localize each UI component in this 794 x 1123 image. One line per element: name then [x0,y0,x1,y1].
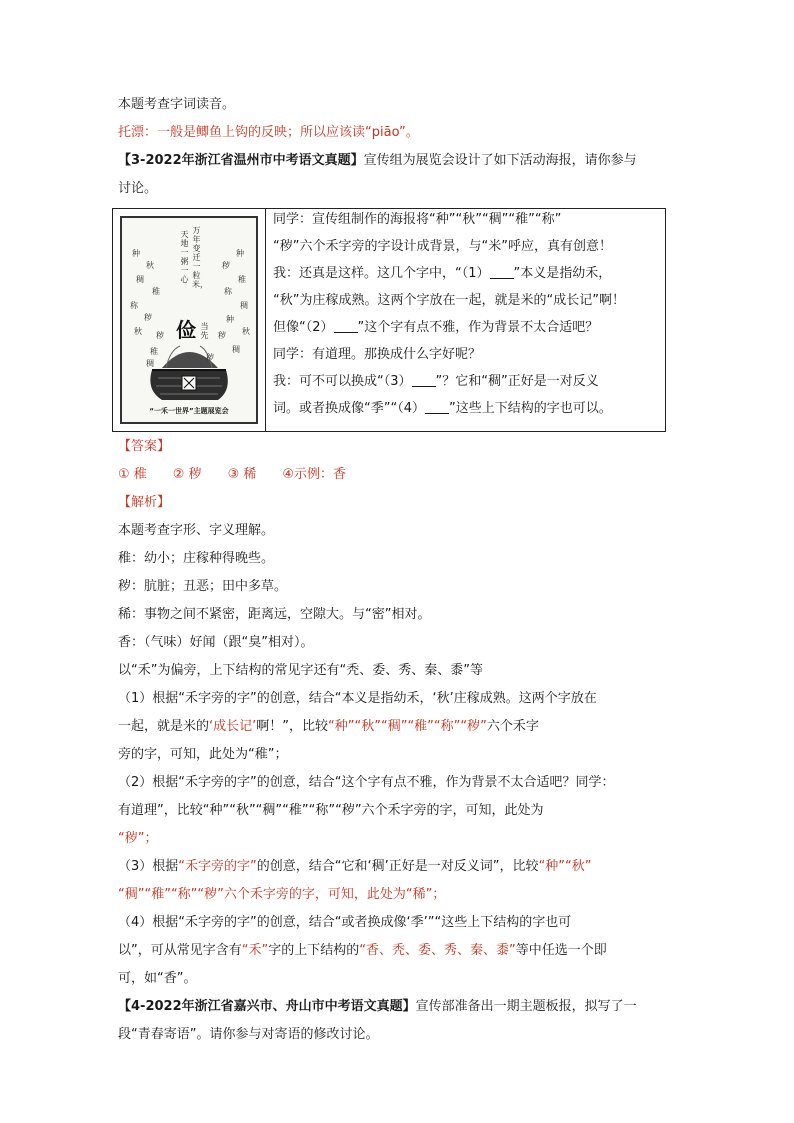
analysis-text: 以”，可从常见字含有 [118,943,242,958]
poster-char: 稠 [136,275,144,284]
poster-char: 秽 [156,331,164,340]
analysis-line: 本题考查字形、字义理解。 [118,523,275,538]
dialogue-text: ”？它和“稠”正好是一对反义 [435,374,599,389]
poster-char: 秋 [146,261,154,270]
analysis-line: 香：（气味）好闻（跟“臭”相对）。 [118,635,314,650]
q4-line-2: 段“青春寄语”。请你参与对寄语的修改讨论。 [118,1027,379,1042]
poster-char: 种 [132,249,140,258]
analysis-highlight: “种”“秋” [538,859,592,874]
poster-small-text: 当先 [200,322,209,340]
analysis-text: 等中任选一个即 [515,943,607,958]
dialogue-text: 我：可不可以换成“（3） [273,374,412,389]
analysis-highlight: “禾” [241,943,269,958]
analysis-heading: 【解析】 [118,495,171,510]
analysis-p4-line-1: （4）根据“禾字旁的字”的创意，结合“或者换成像‘季’”“这些上下结构的字也可 [118,915,572,930]
poster-char: 称 [224,287,232,296]
analysis-p1-line-3: 旁的字，可知，此处为“稚”； [118,747,288,762]
analysis-line: 稚：幼小；庄稼种得晚些。 [118,551,275,566]
poster-char: 称 [130,301,138,310]
dialogue-text: 但像“（2） [273,320,334,335]
q3-heading: 【3-2022年浙江省温州市中考语文真题】 [118,153,364,168]
analysis-p2-line-3: “秽”； [118,831,158,846]
q3-text-a: 宣传组为展览会设计了如下活动海报，请你参与 [363,153,637,168]
q4-text-a: 宣传部准备出一期主题板报，拟写了一 [415,999,637,1014]
analysis-highlight: “禾字旁的字” [178,859,257,874]
answer-heading: 【答案】 [118,439,171,454]
dialogue-text: ”本义是指幼禾， [513,266,612,281]
poster-char: 秽 [222,261,230,270]
analysis-text: 六个禾字 [486,719,539,734]
analysis-text: 的创意，结合“它和‘稠’正好是一对反义词”，比较 [256,859,539,874]
poster-slogan-mid: 天地一粥一心 [180,230,189,284]
dialogue-text: 词。或者换成像“季”“（4） [273,401,425,416]
poster-char: 稠 [240,301,248,310]
poster-char: 秋 [242,327,250,336]
analysis-text: 字的上下结构的 [268,943,360,958]
poster-char: 秋 [134,327,142,336]
intro-line-2: 托漂：一般是鲫鱼上钩的反映；所以应该读“piāo”。 [118,125,419,140]
blank-2 [334,320,358,333]
poster-slogan-top: 万年变迁一粒米， [192,226,208,289]
poster-char: 稚 [238,275,246,284]
poster-char: 秽 [206,353,214,362]
q3-line-1 [118,152,637,170]
analysis-p4-line-3: 可，如“香”。 [118,971,197,986]
analysis-highlight: “香、秃、委、秀、秦、黍” [359,943,516,958]
blank-1 [490,266,514,279]
analysis-text: 啊！”，比较 [256,719,329,734]
dialogue-text: 我：还真是这样。这几个字中，“（1） [273,266,490,281]
question-table [112,208,666,432]
blank-3 [412,374,436,387]
poster-char: 稠 [232,345,240,354]
analysis-p3-line-1 [118,858,591,876]
analysis-p1-line-2 [118,718,539,736]
dialogue-line-3 [273,265,611,283]
q4-line-1 [118,998,637,1016]
dialogue-line-5 [273,319,598,337]
dialogue-text: ”这个字有点不雅，作为背景不太合适吧？ [357,320,599,335]
table-divider [265,209,266,431]
poster-char: 秽 [144,313,152,322]
analysis-text: 一起，就是米的 [118,719,210,734]
analysis-line: 以“禾”为偏旁，上下结构的常见字还有“秃、委、秀、秦、黍”等 [118,663,483,678]
dialogue-line-8 [273,400,612,418]
analysis-line: 秽：肮脏；丑恶；田中多草。 [118,579,288,594]
poster-caption: “一禾一世界”主题展览会 [149,407,229,415]
poster-big-character: 俭 [176,318,196,342]
analysis-p3-line-2: “稠”“稚”“称”“秽”六个禾字旁的字，可知，此处为“稀”； [118,887,446,902]
dialogue-line-1: 同学：宣传组制作的海报将“种”“秋”“稠”“稚”“称” [273,212,562,227]
answer-text: ① 稚 ② 秽 ③ 稀 ④示例：香 [118,467,347,482]
analysis-p2-line-1: （2）根据“禾字旁的字”的创意，结合“这个字有点不雅，作为背景不太合适吧？同学： [118,775,615,790]
analysis-p1-line-1: （1）根据“禾字旁的字”的创意，结合“本义是指幼禾，‘秋’庄稼成熟。这两个字放在 [118,691,597,706]
poster-char: 种 [236,249,244,258]
dialogue-line-6: 同学：有道理。那换成什么字好呢？ [273,347,482,362]
dialogue-line-2: “秽”六个禾字旁的字设计成背景，与“米”呼应，真有创意！ [273,239,612,254]
poster-char: 稚 [152,287,160,296]
analysis-p2-line-2: 有道理”，比较“种”“秋”“稠”“稚”“称”“秽”六个禾字旁的字，可知，此处为 [118,803,544,818]
activity-poster [120,216,258,424]
intro-line-1: 本题考查字词读音。 [118,97,236,112]
q4-heading: 【4-2022年浙江省嘉兴市、舟山市中考语文真题】 [118,999,416,1014]
analysis-highlight: ‘成长记’ [209,719,257,734]
dialogue-text: ”这些上下结构的字也可以。 [448,401,612,416]
dialogue-line-4: “秋”为庄稼成熟。这两个字放在一起，就是米的“成长记”啊！ [273,293,625,308]
blank-4 [425,401,449,414]
analysis-line: 稀：事物之间不紧密，距离远，空隙大。与“密”相对。 [118,607,431,622]
analysis-text: （3）根据 [118,859,179,874]
poster-char: 稠 [146,359,154,368]
poster-char: 稚 [150,347,158,356]
analysis-p4-line-2 [118,942,607,960]
dialogue-line-7 [273,373,599,391]
analysis-highlight: “种”“秋”“稠”“稚”“称”“秽” [328,719,487,734]
poster-char: 秽 [218,331,226,340]
poster-char: 种 [226,315,234,324]
q3-line-2: 讨论。 [118,181,158,196]
